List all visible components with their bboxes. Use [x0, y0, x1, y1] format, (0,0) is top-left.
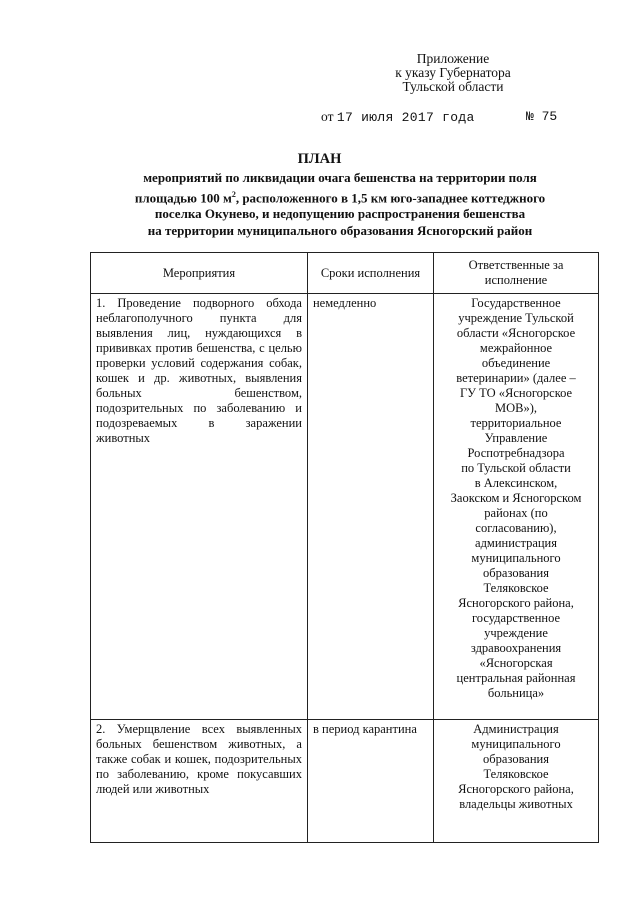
- column-header-terms: Сроки исполнения: [307, 253, 433, 294]
- superscript: 2: [231, 189, 236, 199]
- subtitle-fragment: площадью 100 м: [134, 189, 232, 205]
- table-row: [91, 720, 599, 843]
- term-cell: немедленно: [307, 294, 433, 720]
- column-header-measures: Мероприятия: [91, 253, 308, 294]
- column-header-responsible: Ответственные за исполнение: [434, 253, 599, 294]
- order-date: 17 июля 2017 года: [336, 110, 475, 125]
- term-cell: в период карантина: [307, 720, 433, 843]
- plan-table: [90, 252, 599, 843]
- subtitle-line: на территории муниципального образования Ясногорский район: [147, 222, 533, 238]
- table-row: [91, 294, 599, 720]
- appendix-block: [378, 52, 528, 94]
- measure-cell: 1. Проведение подворного обхода неблагополучного пункта для выявления лиц, нуждающихся в прививках против бешенства, с целью проверки условий содержания собак, кошек и др. животных, выявления больных бешенством, подозрительных по заболеванию и подозреваемых в заражении животных: [91, 294, 308, 720]
- order-number: № 75: [526, 109, 558, 124]
- appendix-line: Приложение: [416, 51, 490, 66]
- measure-cell: 2. Умерщвление всех выявленных больных бешенством животных, а также собак и кошек, подозрительных по заболеванию, кроме покусавших людей или животных: [91, 720, 308, 843]
- responsible-cell: Государственное учреждение Тульской области «Ясногорское межрайонное объединение ветеринарии» (далее – ГУ ТО «Ясногорское МОВ»), территориальное Управление Роспотребнадзора по Тульской области в Алексинском, Заокском и Ясногорском районах (по согласованию), администрация муниципального образования Теляковское Ясногорского района, государственное учреждение здравоохранения «Ясногорская центральная районная больница»: [434, 294, 599, 720]
- subtitle-fragment: , расположенного в 1,5 км юго-западнее коттеджного: [235, 189, 546, 205]
- subtitle-line: поселка Окунево, и недопущению распространения бешенства: [154, 206, 526, 222]
- document-title: ПЛАН: [297, 151, 342, 167]
- table-header-row: [91, 253, 599, 294]
- order-date-line: [321, 109, 571, 125]
- subtitle-line: мероприятий по ликвидации очага бешенства на территории поля: [143, 170, 537, 185]
- responsible-cell: Администрация муниципального образования Теляковское Ясногорского района, владельцы животных: [434, 720, 599, 843]
- appendix-line: к указу Губернатора: [395, 65, 511, 80]
- subtitle-line: [95, 187, 585, 207]
- order-prefix: от: [321, 109, 334, 124]
- appendix-line: Тульской области: [402, 79, 504, 94]
- document-subtitle: [95, 170, 585, 239]
